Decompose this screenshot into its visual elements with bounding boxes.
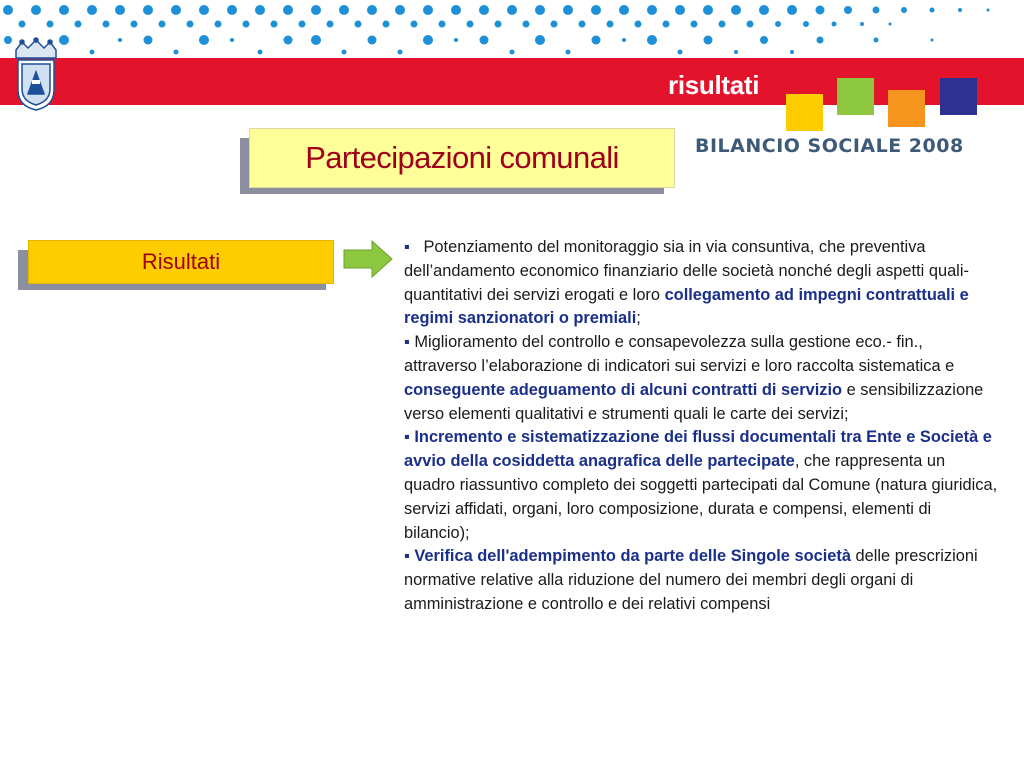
square-yellow <box>786 94 823 131</box>
list-item <box>404 331 1000 426</box>
bullet-icon: ▪ <box>404 428 410 447</box>
bullet-icon: ▪ <box>404 333 410 352</box>
section-label: risultati <box>668 70 760 100</box>
item2-highlight: conseguente adeguamento di alcuni contratti di servizio <box>404 380 843 399</box>
item2-text: Miglioramento del controllo e consapevolezza sulla gestione eco.- fin., attraverso l’elaborazione di indicatori sui servizi e loro raccolta sistematica e <box>404 333 955 375</box>
item4-highlight: Verifica dell'adempimento da parte delle Singole società <box>414 547 851 566</box>
square-orange <box>888 90 925 127</box>
list-item <box>404 426 1000 545</box>
square-green <box>837 78 874 115</box>
green-arrow-right-icon <box>342 238 394 280</box>
color-squares-decoration <box>780 70 990 140</box>
item2-tail: e sensibilizzazione verso elementi qualitativi e strumenti quali le carte dei servizi; <box>404 380 984 423</box>
item1-tail: ; <box>636 309 641 328</box>
list-item <box>404 545 1000 616</box>
results-list <box>404 236 1000 617</box>
results-box <box>28 240 334 284</box>
list-item <box>404 236 1000 331</box>
item4-tail: delle prescrizioni normative relative alla riduzione del numero dei membri degli organi di amministrazione e controllo e dei relativi compensi <box>404 547 978 613</box>
title-box <box>249 128 675 188</box>
item3-tail: , che rappresenta un quadro riassuntivo completo dei soggetti partecipati dal Comune (natura giuridica, servizi affidati, organi, loro composizione, durata e compensi, elementi di bilancio); <box>404 452 998 542</box>
dotted-pattern <box>0 0 1024 60</box>
item1-text: Potenziamento del monitoraggio sia in via consuntiva, che preventiva dell’andamento economico finanziario delle società nonché degli aspetti quali-quantitativi dei servizi erogati e loro <box>404 238 969 304</box>
item3-highlight: Incremento e sistematizzazione dei flussi documentali tra Ente e Società e avvio della cosiddetta anagrafica delle partecipate <box>404 428 992 471</box>
report-subtitle: BILANCIO SOCIALE 2008 <box>695 135 964 157</box>
bullet-icon: ▪ <box>404 547 410 566</box>
square-blue <box>940 78 977 115</box>
bullet-icon: ▪ <box>404 238 410 256</box>
results-label: Risultati <box>141 249 221 274</box>
municipal-crest-icon <box>8 36 64 112</box>
page-title: Partecipazioni comunali <box>305 140 619 175</box>
item1-highlight: collegamento ad impegni contrattuali e regimi sanzionatori o premiali <box>404 285 969 328</box>
